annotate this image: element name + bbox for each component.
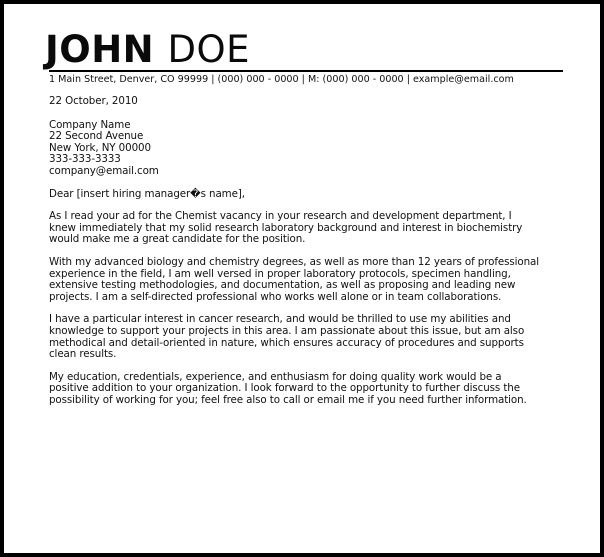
paragraph-line: possibility of working for you; feel free also to call or email me if you need further information. <box>49 393 527 406</box>
paragraph-line: As I read your ad for the Chemist vacancy in your research and development department, I <box>49 210 512 223</box>
letter-salutation: Dear [insert hiring manager�s name], <box>49 187 245 200</box>
recipient-email: company@email.com <box>49 164 159 177</box>
recipient-phone: 333-333-3333 <box>49 153 121 166</box>
recipient-street: 22 Second Avenue <box>49 130 144 143</box>
paragraph-line: methodical and detail-oriented in nature, which ensures accuracy of procedures and supports <box>49 336 524 349</box>
letter-date: 22 October, 2010 <box>49 95 138 107</box>
sender-first-name: JOHN <box>45 28 155 71</box>
recipient-address-block <box>49 120 565 178</box>
paragraph-2 <box>49 257 565 303</box>
paragraph-line: My education, credentials, experience, and enthusiasm for doing quality work would be a <box>49 370 502 383</box>
paragraph-line: experience in the field, I am well versed in proper laboratory protocols, specimen handling, <box>49 267 511 280</box>
recipient-company: Company Name <box>49 118 131 131</box>
paragraph-line: extensive testing methodologies, and documentation, as well as proposing and leading new <box>49 279 516 292</box>
paragraph-line: projects. I am a self-directed professional who works well alone or in team collaborations. <box>49 290 502 303</box>
paragraph-line: clean results. <box>49 348 117 361</box>
sender-last-name: DOE <box>167 28 251 71</box>
paragraph-line: positive addition to your organization. I look forward to the opportunity to further discuss the <box>49 382 520 395</box>
paragraph-line: would make me a great candidate for the position. <box>49 233 306 246</box>
paragraph-3 <box>49 314 565 360</box>
paragraph-line: knew immediately that my solid research laboratory background and interest in biochemistry <box>49 221 523 234</box>
recipient-city: New York, NY 00000 <box>49 141 151 154</box>
letter-page <box>45 30 565 406</box>
paragraph-line: With my advanced biology and chemistry degrees, as well as more than 12 years of professional <box>49 255 539 268</box>
sender-name-heading <box>45 30 565 70</box>
paragraph-4 <box>49 372 565 407</box>
paragraph-line: knowledge to support your projects in this area. I am passionate about this issue, but am also <box>49 324 525 337</box>
letter-body <box>49 96 565 406</box>
sender-contact-line: 1 Main Street, Denver, CO 99999 | (000) 000 - 0000 | M: (000) 000 - 0000 | example@email.com <box>49 74 514 85</box>
paragraph-1 <box>49 211 565 246</box>
paragraph-line: I have a particular interest in cancer research, and would be thrilled to use my abilities and <box>49 313 511 326</box>
